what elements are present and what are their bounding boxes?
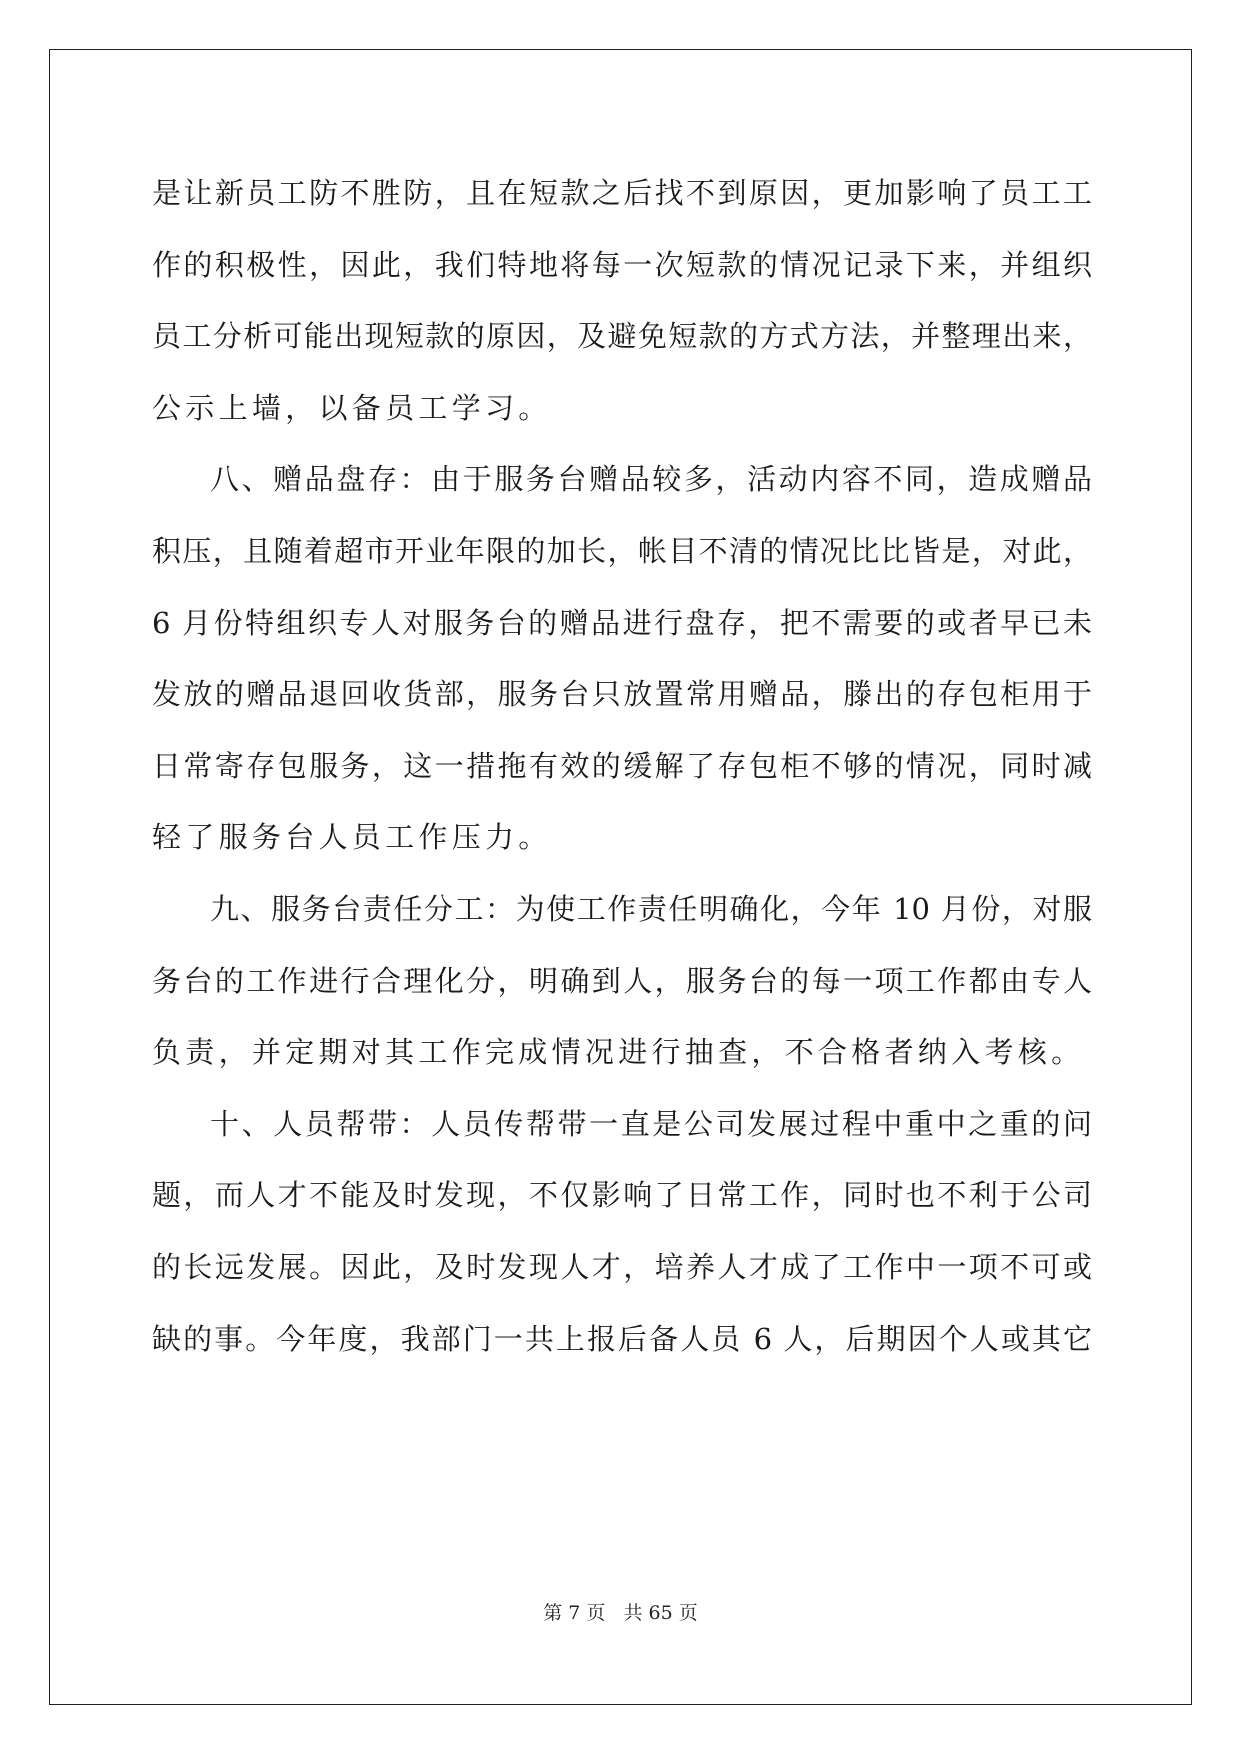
text-line: 负责，并定期对其工作完成情况进行抽查，不合格者纳入考核。 [152,1035,1085,1070]
text-line: 发放的赠品退回收货部，服务台只放置常用赠品，滕出的存包柜用于 [152,677,1092,712]
paragraph-start-line: 八、赠品盘存：由于服务台赠品较多，活动内容不同，造成赠品 [210,462,1092,497]
page-number: 第 7 页 [543,1602,606,1624]
page-footer [0,1598,1241,1625]
paragraph-start-line: 十、人员帮带：人员传帮带一直是公司发展过程中重中之重的问 [210,1106,1092,1141]
text-line: 的长远发展。因此，及时发现人才，培养人才成了工作中一项不可或 [152,1250,1092,1284]
text-line: 题，而人才不能及时发现，不仅影响了日常工作，同时也不利于公司 [152,1178,1092,1213]
page-total: 共 65 页 [623,1602,698,1624]
paragraph-start-line: 九、服务台责任分工：为使工作责任明确化，今年 10 月份，对服 [210,892,1092,926]
text-line: 务台的工作进行合理化分，明确到人，服务台的每一项工作都由专人 [152,963,1092,998]
text-line: 公示上墙，以备员工学习。 [152,390,552,425]
text-line: 日常寄存包服务，这一措拖有效的缓解了存包柜不够的情况，同时减 [152,748,1092,783]
text-line: 是让新员工防不胜防，且在短款之后找不到原因，更加影响了员工工 [152,176,1092,210]
text-line: 员工分析可能出现短款的原因，及避免短款的方式方法，并整理出来， [152,319,1092,354]
text-line: 缺的事。今年度，我部门一共上报后备人员 6 人，后期因个人或其它 [152,1321,1092,1356]
text-line: 6 月份特组织专人对服务台的赠品进行盘存，把不需要的或者早已未 [152,605,1092,640]
text-line: 积压，且随着超市开业年限的加长，帐目不清的情况比比皆是，对此， [152,534,1092,568]
text-line: 作的积极性，因此，我们特地将每一次短款的情况记录下来，并组织 [152,247,1092,282]
text-line: 轻了服务台人员工作压力。 [152,820,552,855]
